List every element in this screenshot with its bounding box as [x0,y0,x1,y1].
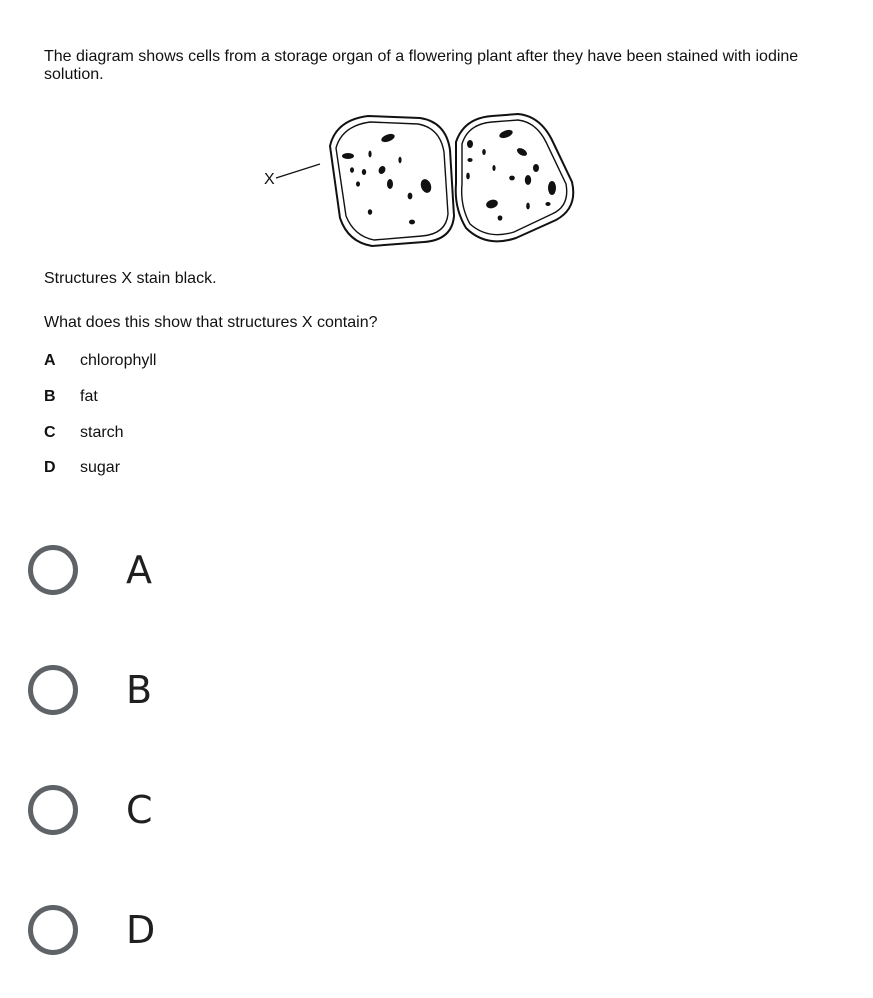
radio-button[interactable] [28,545,78,595]
option-letter: A [44,352,56,369]
option-letter: D [44,459,56,476]
choice-b[interactable] [28,658,328,722]
radio-button[interactable] [28,785,78,835]
choice-a[interactable] [28,538,328,602]
radio-button[interactable] [28,905,78,955]
choice-label: C [126,788,153,832]
option-a [44,352,156,370]
option-text: starch [80,424,124,441]
choice-label: B [126,668,153,712]
choice-d[interactable] [28,898,328,962]
option-text: fat [80,388,98,405]
choice-c[interactable] [28,778,328,842]
option-d [44,459,120,477]
option-text: sugar [80,459,121,476]
plant-cell-diagram [260,108,580,253]
option-c [44,424,124,442]
choice-label: A [126,548,152,592]
label-x: X [264,171,275,188]
statement: Structures X stain black. [44,270,217,287]
option-b [44,388,98,406]
option-text: chlorophyll [80,352,157,369]
option-letter: C [44,424,56,441]
question-block [44,48,844,84]
label-x-pointer [276,164,320,178]
option-letter: B [44,388,56,405]
question-prompt: What does this show that structures X contain? [44,314,378,331]
question-intro: The diagram shows cells from a storage organ of a flowering plant after they have been stained with iodine solution. [44,48,799,83]
radio-button[interactable] [28,665,78,715]
choice-label: D [126,908,156,952]
